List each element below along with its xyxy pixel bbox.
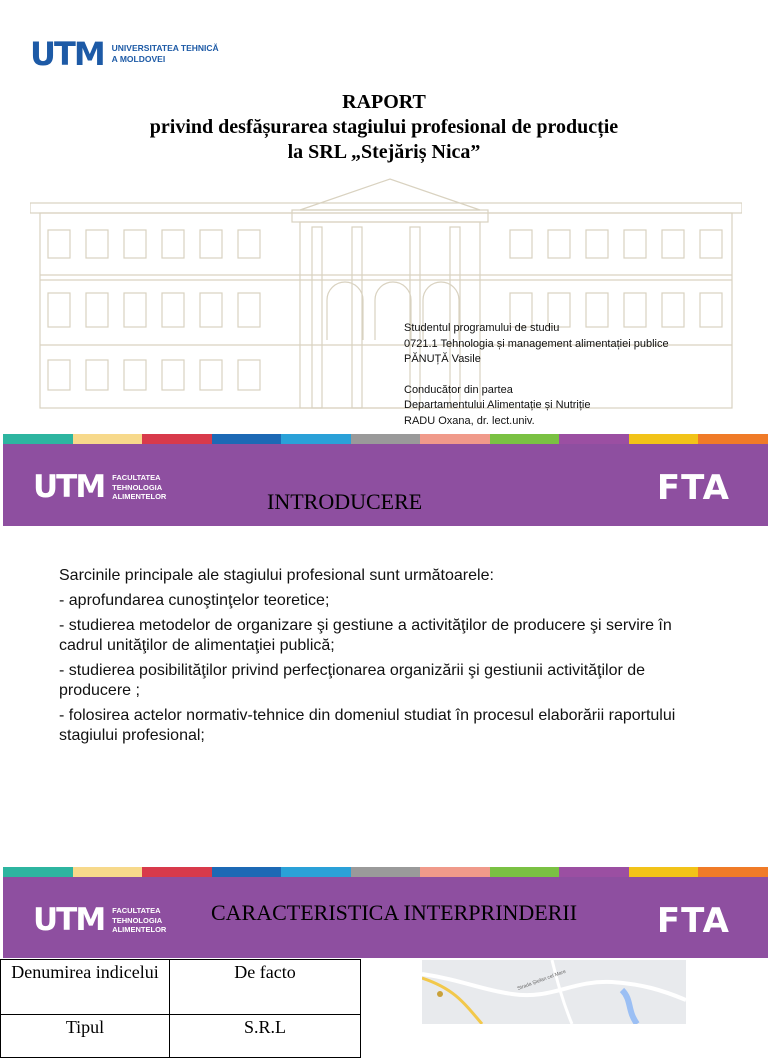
faculty-logo — [33, 469, 167, 505]
table-cell: S.R.L — [170, 1015, 361, 1058]
stripe-segment — [212, 867, 282, 877]
introduction-text — [59, 566, 679, 751]
stripe-segment — [3, 867, 73, 877]
stripe-segment — [281, 867, 351, 877]
utm-logo-mark: UTM — [30, 35, 104, 73]
paragraph: Sarcinile principale ale stagiului profesional sunt următoarele: — [59, 567, 494, 584]
supervisor-line: Departamentului Alimentație și Nutriție — [404, 399, 591, 411]
slide2-color-stripe — [3, 434, 768, 444]
slide3-heading: CARACTERISTICA INTERPRINDERII — [211, 900, 578, 925]
characteristics-table — [0, 959, 361, 1058]
slide2-heading: INTRODUCERE — [267, 489, 423, 514]
map-graphic — [422, 960, 686, 1024]
map-marker-icon — [437, 991, 443, 997]
stripe-segment — [281, 434, 351, 444]
paragraph: - studierea metodelor de organizare şi gestiune a activităţilor de producere şi servire în cadrul unităţilor de alimentaţiei publică; — [59, 617, 672, 654]
faculty-logo-mark: UTM — [33, 902, 105, 938]
slide3-banner — [3, 877, 768, 958]
stripe-segment — [142, 867, 212, 877]
paragraph: - studierea posibilităţilor privind perfecţionarea organizării şi gestiunii activităţilor de producere ; — [59, 662, 646, 699]
faculty-logo-mark: UTM — [33, 469, 105, 505]
stripe-segment — [698, 434, 768, 444]
author-info — [404, 321, 669, 429]
stripe-segment — [559, 434, 629, 444]
student-line: Studentul programului de studiu — [404, 322, 560, 334]
stripe-segment — [629, 867, 699, 877]
stripe-segment — [351, 434, 421, 444]
university-name: UNIVERSITATEA TEHNICĂ A MOLDOVEI — [111, 43, 219, 64]
table-cell: Denumirea indicelui — [1, 960, 170, 1015]
supervisor-line: Conducător din partea — [404, 383, 513, 396]
map-road-label: Strada Ștefan cel Mare — [516, 968, 567, 992]
slide3-color-stripe — [3, 867, 768, 877]
stripe-segment — [73, 867, 143, 877]
stripe-segment — [420, 434, 490, 444]
stripe-segment — [73, 434, 143, 444]
slide2-banner — [3, 444, 768, 526]
stripe-segment — [420, 867, 490, 877]
stripe-segment — [212, 434, 282, 444]
paragraph: - aprofundarea cunoştinţelor teoretice; — [59, 592, 330, 609]
faculty-name: FACULTATEA TEHNOLOGIA ALIMENTELOR — [112, 906, 167, 935]
table-cell: De facto — [170, 960, 361, 1015]
fta-badge: FTA — [656, 901, 730, 941]
stripe-segment — [698, 867, 768, 877]
location-map[interactable] — [422, 960, 686, 1024]
supervisor-line: RADU Oxana, dr. lect.univ. — [404, 414, 535, 427]
student-line: 0721.1 Tehnologia și management alimentației publice — [404, 337, 669, 350]
table-cell: Tipul — [1, 1015, 170, 1058]
stripe-segment — [3, 434, 73, 444]
report-title: RAPORT privind desfășurarea stagiului profesional de producție la SRL „Stejăriș Nica” — [149, 91, 619, 163]
stripe-segment — [559, 867, 629, 877]
fta-badge: FTA — [656, 468, 730, 508]
stripe-segment — [142, 434, 212, 444]
stripe-segment — [629, 434, 699, 444]
paragraph: - folosirea actelor normativ-tehnice din domeniul studiat în procesul elaborării raportului stagiului profesional; — [59, 707, 676, 744]
stripe-segment — [351, 867, 421, 877]
table-row — [1, 1015, 361, 1058]
stripe-segment — [490, 867, 560, 877]
table-row — [1, 960, 361, 1015]
faculty-logo — [33, 902, 167, 938]
title-slide — [0, 0, 768, 430]
faculty-name: FACULTATEA TEHNOLOGIA ALIMENTELOR — [112, 473, 167, 502]
stripe-segment — [490, 434, 560, 444]
student-line: PĂNUȚĂ Vasile — [404, 353, 481, 365]
utm-logo — [30, 35, 219, 73]
